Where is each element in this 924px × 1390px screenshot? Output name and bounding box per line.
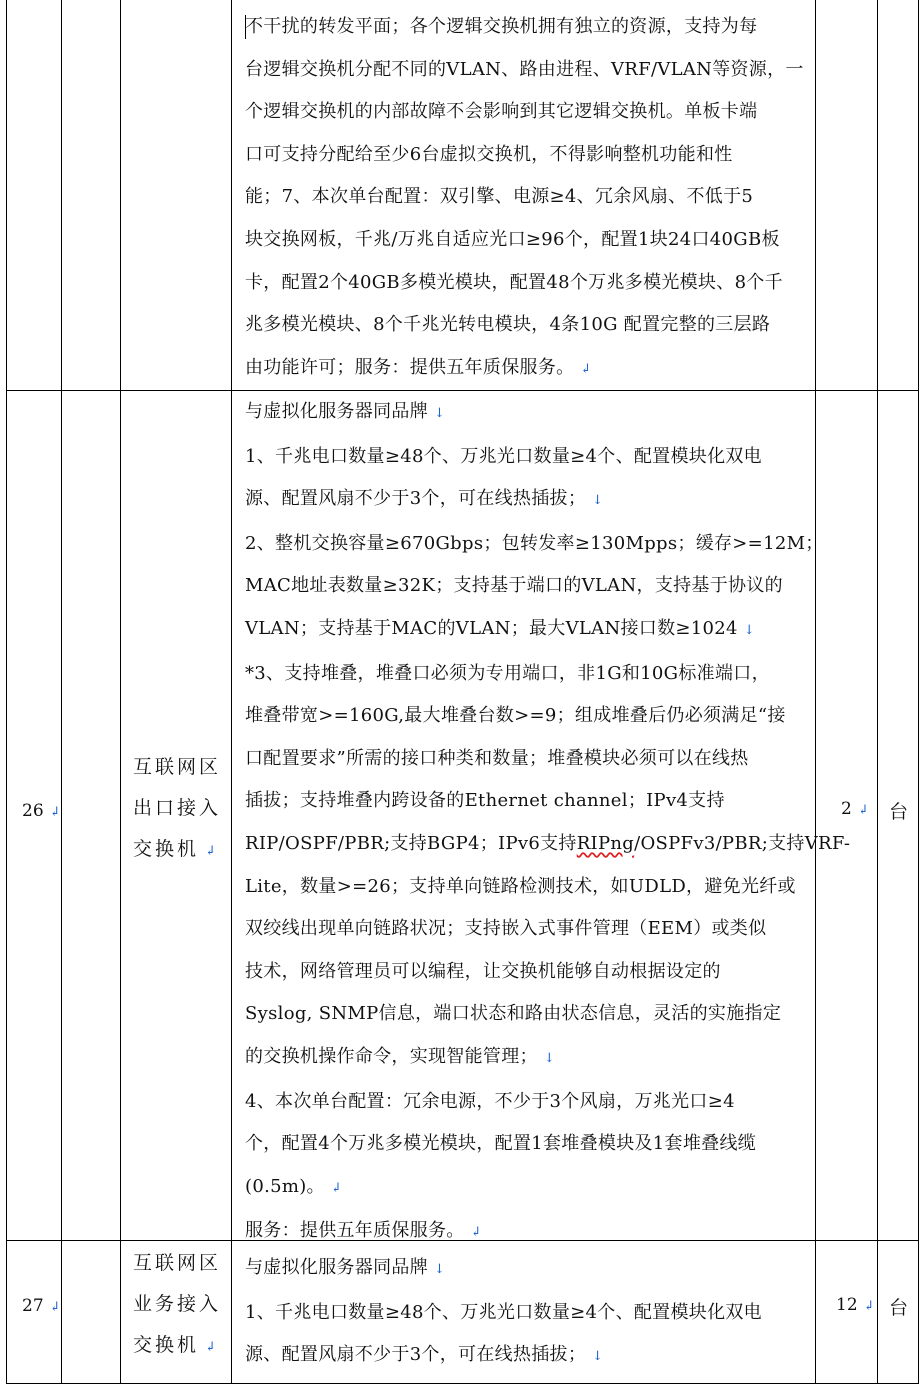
unit: 台 — [889, 801, 909, 823]
line-break-icon: ↓ — [543, 1050, 556, 1066]
spec-line: 源、配置风扇不少于3个，可在线热插拔； ↓ — [245, 488, 604, 510]
item-name — [133, 1243, 221, 1368]
item-name-line: 出口接入 — [133, 797, 222, 819]
unit: 台 — [889, 1297, 909, 1319]
spec-line: 源、配置风扇不少于3个，可在线热插拔； ↓ — [245, 1344, 604, 1366]
spec-line: *3、支持堆叠，堆叠口必须为专用端口，非1G和10G标准端口， — [245, 662, 770, 684]
spec-line: 服务：提供五年质保服务。 ↲ — [245, 1220, 482, 1242]
spec-line: Syslog, SNMP信息，端口状态和路由状态信息，灵活的实施指定 — [245, 1003, 782, 1025]
paragraph-mark-icon: ↲ — [49, 1300, 61, 1315]
spec-line: 的交换机操作命令，实现智能管理； ↓ — [245, 1045, 556, 1067]
row-number: 27 ↲ — [22, 1296, 61, 1316]
row-number: 26 ↲ — [22, 801, 61, 821]
spec-line: 由功能许可；服务：提供五年质保服务。 ↲ — [245, 356, 592, 378]
spec-cell — [245, 391, 850, 1255]
line-break-icon: ↓ — [434, 406, 446, 421]
table-border-left — [6, 0, 7, 1384]
spec-line: 台逻辑交换机分配不同的VLAN、路由进程、VRF/VLAN等资源，一 — [245, 58, 804, 80]
spec-line: 技术，网络管理员可以编程，让交换机能够自动根据设定的 — [245, 960, 721, 982]
col-divider-name — [231, 0, 232, 1384]
line-break-icon: ↓ — [743, 622, 755, 638]
spec-line: 兆多模光模块、8个千兆光转电模块，4条10G 配置完整的三层路 — [245, 314, 771, 336]
spec-cell — [245, 1247, 762, 1379]
spec-line: 块交换网板，千兆/万兆自适应光口≥96个，配置1块24口40GB板 — [245, 228, 780, 250]
spec-line: VLAN；支持基于MAC的VLAN；最大VLAN接口数≥1024 ↓ — [245, 617, 755, 639]
paragraph-mark-icon: ↲ — [863, 1299, 875, 1314]
spec-line: 能；7、本次单台配置：双引擎、电源≥4、冗余风扇、不低于5 — [245, 186, 754, 208]
item-name-line: 互联网区 — [133, 756, 222, 778]
quantity: 2 ↲ — [841, 799, 869, 819]
spec-line: 插拔；支持堆叠内跨设备的Ethernet channel；IPv4支持 — [245, 790, 725, 812]
spec-line: 不干扰的转发平面；各个逻辑交换机拥有独立的资源，支持为每 — [245, 16, 758, 37]
line-break-icon: ↓ — [434, 1262, 446, 1277]
col-divider-qty — [877, 0, 878, 1384]
spec-line: 4、本次单台配置：冗余电源，不少于3个风扇，万兆光口≥4 — [245, 1090, 735, 1112]
spec-line: 与虚拟化服务器同品牌 ↓ — [245, 1257, 446, 1278]
spec-line: MAC地址表数量≥32K；支持基于端口的VLAN，支持基于协议的 — [245, 575, 783, 597]
spellcheck-underline: RIPng — [576, 832, 635, 854]
line-break-icon: ↓ — [592, 493, 604, 509]
spec-line: 2、整机交换容量≥670Gbps；包转发率≥130Mpps；缓存>=12M； — [245, 532, 824, 554]
item-name-line: 业务接入 — [133, 1293, 222, 1315]
item-name-line: 交换机 ↲ — [133, 1334, 219, 1356]
spec-line: (0.5m)。 ↲ — [245, 1175, 343, 1197]
spec-line: 个，配置4个万兆多模光模块，配置1套堆叠模块及1套堆叠线缆 — [245, 1133, 757, 1155]
spec-line: 双绞线出现单向链路状况；支持嵌入式事件管理（EEM）或类似 — [245, 918, 767, 940]
item-name — [133, 747, 221, 872]
col-divider-blank — [120, 0, 121, 1384]
spec-line: 个逻辑交换机的内部故障不会影响到其它逻辑交换机。单板卡端 — [245, 101, 758, 123]
quantity: 12 ↲ — [836, 1295, 875, 1315]
spec-line: 堆叠带宽>=160G,最大堆叠台数>=9；组成堆叠后仍必须满足“接 — [245, 705, 786, 727]
col-divider-no — [61, 0, 62, 1384]
spec-line: 口配置要求”所需的接口种类和数量；堆叠模块必须可以在线热 — [245, 747, 749, 769]
spec-line: 口可支持分配给至少6台虚拟交换机，不得影响整机功能和性 — [245, 143, 733, 165]
table-border-right — [918, 0, 919, 1384]
line-break-icon: ↓ — [592, 1349, 604, 1365]
spec-line: 卡，配置2个40GB多模光模块，配置48个万兆多模光模块、8个千 — [245, 271, 783, 293]
paragraph-mark-icon: ↲ — [330, 1180, 343, 1196]
spec-line: 与虚拟化服务器同品牌 ↓ — [245, 401, 446, 422]
spec-cell — [245, 6, 804, 391]
paragraph-mark-icon: ↲ — [857, 803, 869, 818]
spec-line: 1、千兆电口数量≥48个、万兆光口数量≥4个、配置模块化双电 — [245, 445, 762, 467]
table-border-bottom — [6, 1383, 919, 1384]
spec-line: 1、千兆电口数量≥48个、万兆光口数量≥4个、配置模块化双电 — [245, 1301, 762, 1323]
paragraph-mark-icon: ↲ — [580, 361, 592, 377]
paragraph-mark-icon: ↲ — [470, 1225, 482, 1241]
item-name-line: 互联网区 — [133, 1252, 222, 1274]
item-name-line: 交换机 ↲ — [133, 838, 219, 860]
spec-line: RIP/OSPF/PBR;支持BGP4；IPv6支持RIPng/OSPFv3/PBR;支持VRF- — [245, 832, 851, 854]
paragraph-mark-icon: ↲ — [49, 805, 61, 820]
paragraph-mark-icon: ↲ — [205, 844, 219, 859]
spec-line: Lite，数量>=26；支持单向链路检测技术，如UDLD，避免光纤或 — [245, 875, 796, 897]
paragraph-mark-icon: ↲ — [205, 1340, 219, 1355]
